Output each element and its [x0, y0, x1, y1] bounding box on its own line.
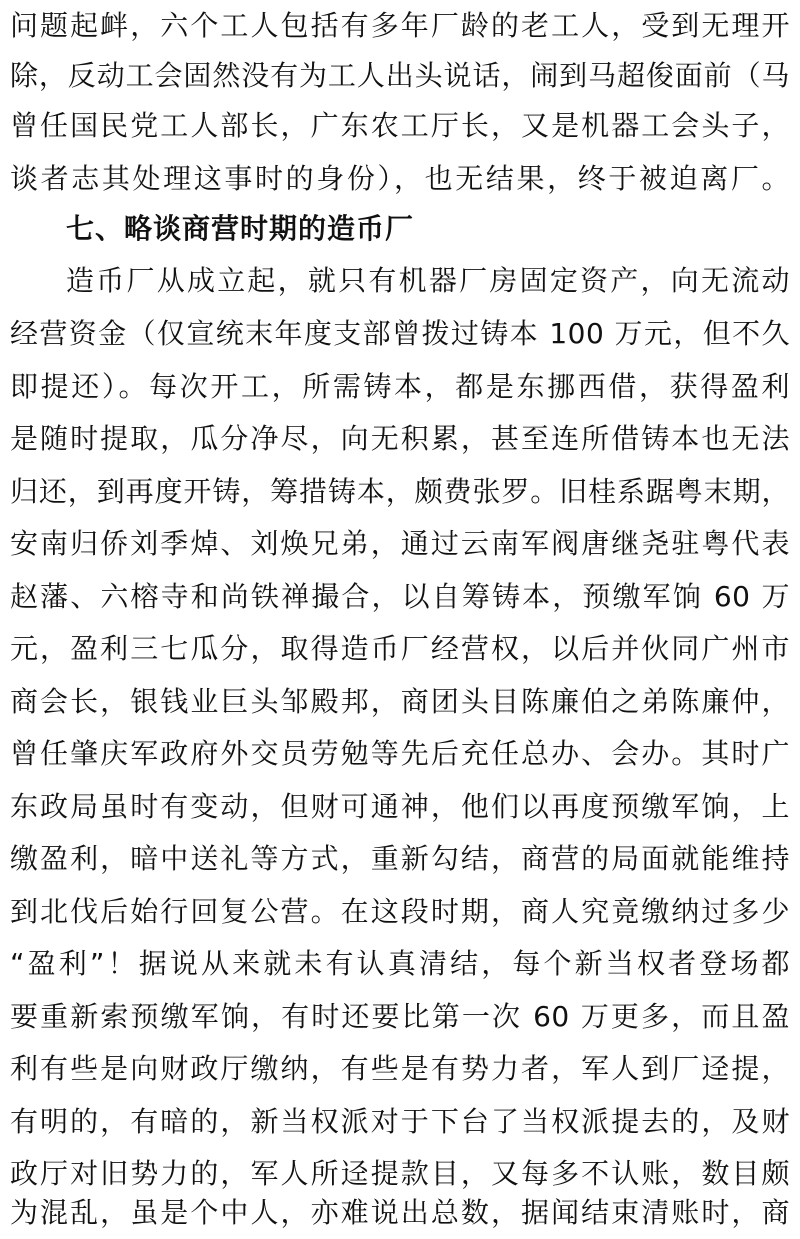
text-line: 是随时提取，瓜分净尽，向无积累，甚至连所借铸本也无法	[10, 422, 790, 455]
text-line: 到北伐后始行回复公营。在这段时期，商人究竟缴纳过多少	[10, 895, 790, 928]
text-line: 问题起衅，六个工人包括有多年厂龄的老工人，受到无理开	[10, 9, 790, 42]
text-line: 元，盈利三七瓜分，取得造币厂经营权，以后并伙同广州市	[10, 632, 790, 665]
text-line: 安南归侨刘季焯、刘焕兄弟，通过云南军阀唐继尧驻粤代表	[10, 527, 790, 560]
text-line: 归还，到再度开铸，筹措铸本，颇费张罗。旧桂系踞粤末期，	[10, 475, 790, 508]
text-line: 除，反动工会固然没有为工人出头说话，闹到马超俊面前（马	[10, 59, 790, 92]
text-line: 东政局虽时有变动，但财可通神，他们以再度预缴军饷，上	[10, 790, 790, 823]
text-line: 曾任肇庆军政府外交员劳勉等先后充任总办、会办。其时广	[10, 737, 790, 770]
text-line: 缴盈利，暗中送礼等方式，重新勾结，商营的局面就能维持	[10, 842, 790, 875]
text-line: 谈者志其处理这事时的身份），也无结果，终于被迫离厂。	[10, 162, 790, 195]
text-line: “盈利”！据说从来就未有认真清结，每个新当权者登场都	[10, 947, 790, 980]
paragraph-first-line: 造币厂从成立起，就只有机器厂房固定资产，向无流动	[66, 264, 790, 297]
text-line: 要重新索预缴军饷，有时还要比第一次 60 万更多，而且盈	[10, 1000, 790, 1033]
text-line: 经营资金（仅宣统末年度支部曾拨过铸本 100 万元，但不久	[10, 317, 790, 350]
text-line: 商会长，银钱业巨头邹殿邦，商团头目陈廉伯之弟陈廉仲，	[10, 685, 790, 718]
text-line: 利有些是向财政厅缴纳，有些是有势力者，军人到厂迳提，	[10, 1052, 790, 1085]
text-line: 曾任国民党工人部长，广东农工厅长，又是机器工会头子，	[10, 109, 790, 142]
text-line: 赵藩、六榕寺和尚铁禅撮合，以自筹铸本，预缴军饷 60 万	[10, 580, 790, 613]
section-heading: 七、略谈商营时期的造币厂	[66, 212, 415, 245]
text-line: 为混乱，虽是个中人，亦难说出总数，据闻结束清账时，商	[10, 1196, 790, 1229]
text-line: 即提还）。每次开工，所需铸本，都是东挪西借，获得盈利	[10, 370, 790, 403]
text-line: 政厅对旧势力的，军人所迳提款目，又每多不认账，数目颇	[10, 1157, 790, 1190]
text-line: 有明的，有暗的，新当权派对于下台了当权派提去的，及财	[10, 1105, 790, 1138]
